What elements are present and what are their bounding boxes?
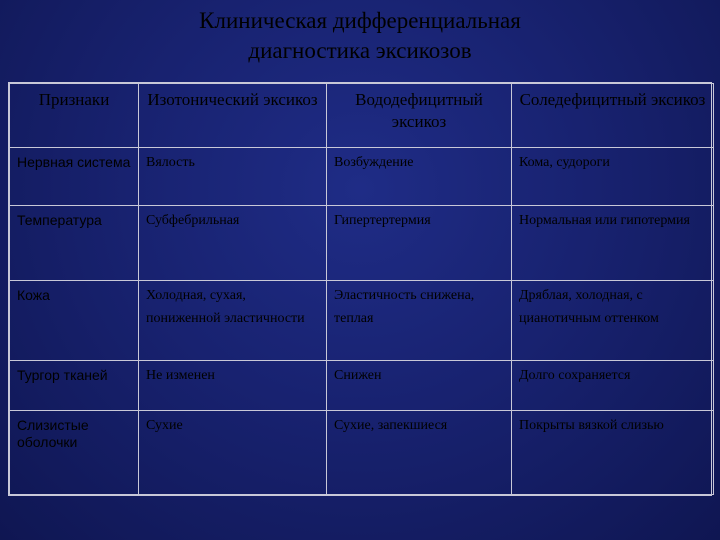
table-cell: Субфебрильная	[139, 206, 327, 281]
table-cell: Вялость	[139, 148, 327, 206]
table-cell: Сухие, запекшиеся	[327, 410, 512, 494]
row-label: Кожа	[10, 280, 139, 360]
table-row	[10, 280, 714, 360]
row-label: Нервная система	[10, 148, 139, 206]
title-line-1: Клиническая дифференциальная	[199, 8, 521, 33]
header-isotonic: Изотонический эксикоз	[139, 84, 327, 148]
row-label: Слизистые оболочки	[10, 410, 139, 494]
title-line-2: диагностика эксикозов	[248, 38, 472, 63]
table-cell: Покрыты вязкой слизью	[512, 410, 714, 494]
header-signs: Признаки	[10, 84, 139, 148]
table-cell: Эластичность снижена, теплая	[327, 280, 512, 360]
table-cell: Дряблая, холодная, с цианотичным оттенком	[512, 280, 714, 360]
row-label: Тургор тканей	[10, 361, 139, 411]
page-title	[0, 6, 720, 66]
table-row	[10, 206, 714, 281]
table-cell: Снижен	[327, 361, 512, 411]
header-salt-deficit: Соледефицитный эксикоз	[512, 84, 714, 148]
table-header-row	[10, 84, 714, 148]
row-label: Температура	[10, 206, 139, 281]
table-cell: Гипертертермия	[327, 206, 512, 281]
diagnosis-table-container	[8, 82, 712, 496]
header-water-deficit: Вододефицитный эксикоз	[327, 84, 512, 148]
table-cell: Долго сохраняется	[512, 361, 714, 411]
table-cell: Возбуждение	[327, 148, 512, 206]
table-cell: Нормальная или гипотермия	[512, 206, 714, 281]
table-cell: Холодная, сухая, пониженной эластичности	[139, 280, 327, 360]
table-cell: Не изменен	[139, 361, 327, 411]
table-row	[10, 148, 714, 206]
table-row	[10, 361, 714, 411]
diagnosis-table	[9, 83, 714, 495]
table-cell: Кома, судороги	[512, 148, 714, 206]
table-row	[10, 410, 714, 494]
table-cell: Сухие	[139, 410, 327, 494]
